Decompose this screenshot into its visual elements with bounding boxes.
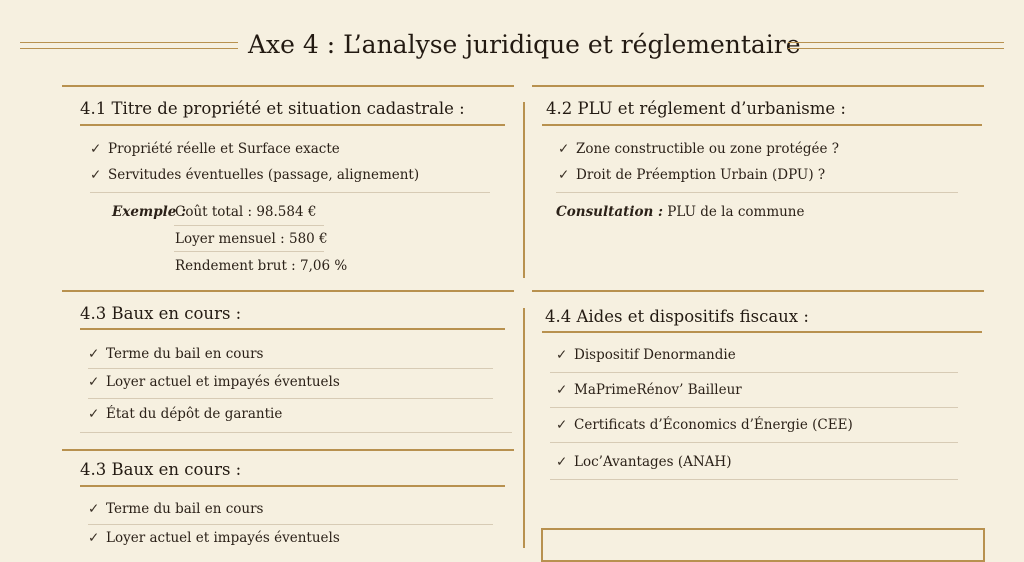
- list-item-text: Terme du bail en cours: [106, 346, 264, 362]
- section-4-2-title-rule: [542, 124, 982, 126]
- check-icon: ✓: [556, 417, 568, 433]
- check-icon: ✓: [88, 501, 100, 517]
- header-rule-right: [788, 42, 1004, 49]
- consultation-value: PLU de la commune: [667, 204, 805, 220]
- check-icon: ✓: [88, 530, 100, 546]
- divider: [90, 192, 490, 193]
- section-4-4-top-rule: [532, 290, 984, 292]
- section-4-1-top-rule: [62, 85, 514, 87]
- section-4-3-title-rule: [80, 328, 505, 330]
- list-item: [90, 165, 419, 185]
- check-icon: ✓: [90, 141, 102, 157]
- check-icon: ✓: [90, 167, 102, 183]
- bottom-frame-box: [541, 528, 985, 562]
- list-item: [556, 452, 731, 472]
- list-item: [558, 139, 839, 159]
- list-item-text: MaPrimeRénov’ Bailleur: [574, 382, 742, 398]
- list-item-text: Propriété réelle et Surface exacte: [108, 141, 340, 157]
- list-item: [88, 372, 340, 392]
- section-4-3b-top-rule: [62, 449, 514, 451]
- divider: [88, 368, 493, 369]
- section-4-3-top-rule: [62, 290, 514, 292]
- list-item: [88, 344, 263, 364]
- header-rule-left: [20, 42, 238, 49]
- consultation-label: Consultation :: [556, 204, 663, 220]
- check-icon: ✓: [556, 382, 568, 398]
- list-item: [90, 139, 340, 159]
- example-line-rent: Loyer mensuel : 580 €: [175, 231, 328, 247]
- divider: [174, 251, 324, 252]
- list-item-text: Servitudes éventuelles (passage, alignement): [108, 167, 420, 183]
- divider: [88, 524, 493, 525]
- list-item: [556, 380, 742, 400]
- section-4-3-title: 4.3 Baux en cours :: [80, 304, 242, 323]
- list-item-text: Loyer actuel et impayés éventuels: [106, 530, 340, 546]
- column-divider-bottom: [523, 308, 525, 548]
- divider: [550, 372, 958, 373]
- section-4-3b-title-rule: [80, 485, 505, 487]
- check-icon: ✓: [88, 406, 100, 422]
- list-item-text: Loyer actuel et impayés éventuels: [106, 374, 340, 390]
- list-item: [556, 415, 853, 435]
- example-line-cost: Coût total : 98.584 €: [175, 204, 317, 220]
- divider: [88, 398, 493, 399]
- list-item-text: Terme du bail en cours: [106, 501, 264, 517]
- list-item-text: État du dépôt de garantie: [106, 406, 283, 422]
- list-item: [556, 345, 736, 365]
- divider: [80, 432, 512, 433]
- consultation-line: [556, 202, 805, 222]
- check-icon: ✓: [558, 141, 570, 157]
- list-item-text: Droit de Préemption Urbain (DPU) ?: [576, 167, 826, 183]
- divider: [174, 225, 324, 226]
- section-4-2-title: 4.2 PLU et réglement d’urbanisme :: [546, 99, 846, 118]
- section-4-4-title: 4.4 Aides et dispositifs fiscaux :: [545, 307, 809, 326]
- list-item-text: Zone constructible ou zone protégée ?: [576, 141, 840, 157]
- section-4-3b-title: 4.3 Baux en cours :: [80, 460, 242, 479]
- list-item-text: Certificats d’Économics d’Énergie (CEE): [574, 417, 853, 433]
- divider: [556, 192, 958, 193]
- list-item: [558, 165, 825, 185]
- check-icon: ✓: [88, 374, 100, 390]
- section-4-2-top-rule: [532, 85, 984, 87]
- check-icon: ✓: [88, 346, 100, 362]
- list-item: [88, 528, 340, 548]
- section-4-1-title-rule: [80, 124, 505, 126]
- divider: [550, 407, 958, 408]
- column-divider-top: [523, 102, 525, 278]
- example-label-text: Exemple :: [112, 204, 187, 220]
- list-item-text: Loc’Avantages (ANAH): [574, 454, 732, 470]
- section-4-1-title: 4.1 Titre de propriété et situation cadastrale :: [80, 99, 465, 118]
- list-item-text: Dispositif Denormandie: [574, 347, 736, 363]
- page-title: Axe 4 : L’analyse juridique et réglementaire: [248, 30, 801, 59]
- section-4-4-title-rule: [542, 331, 982, 333]
- check-icon: ✓: [558, 167, 570, 183]
- check-icon: ✓: [556, 347, 568, 363]
- divider: [550, 479, 958, 480]
- list-item: [88, 404, 282, 424]
- example-line-yield: Rendement brut : 7,06 %: [175, 258, 348, 274]
- check-icon: ✓: [556, 454, 568, 470]
- list-item: [88, 499, 263, 519]
- divider: [550, 442, 958, 443]
